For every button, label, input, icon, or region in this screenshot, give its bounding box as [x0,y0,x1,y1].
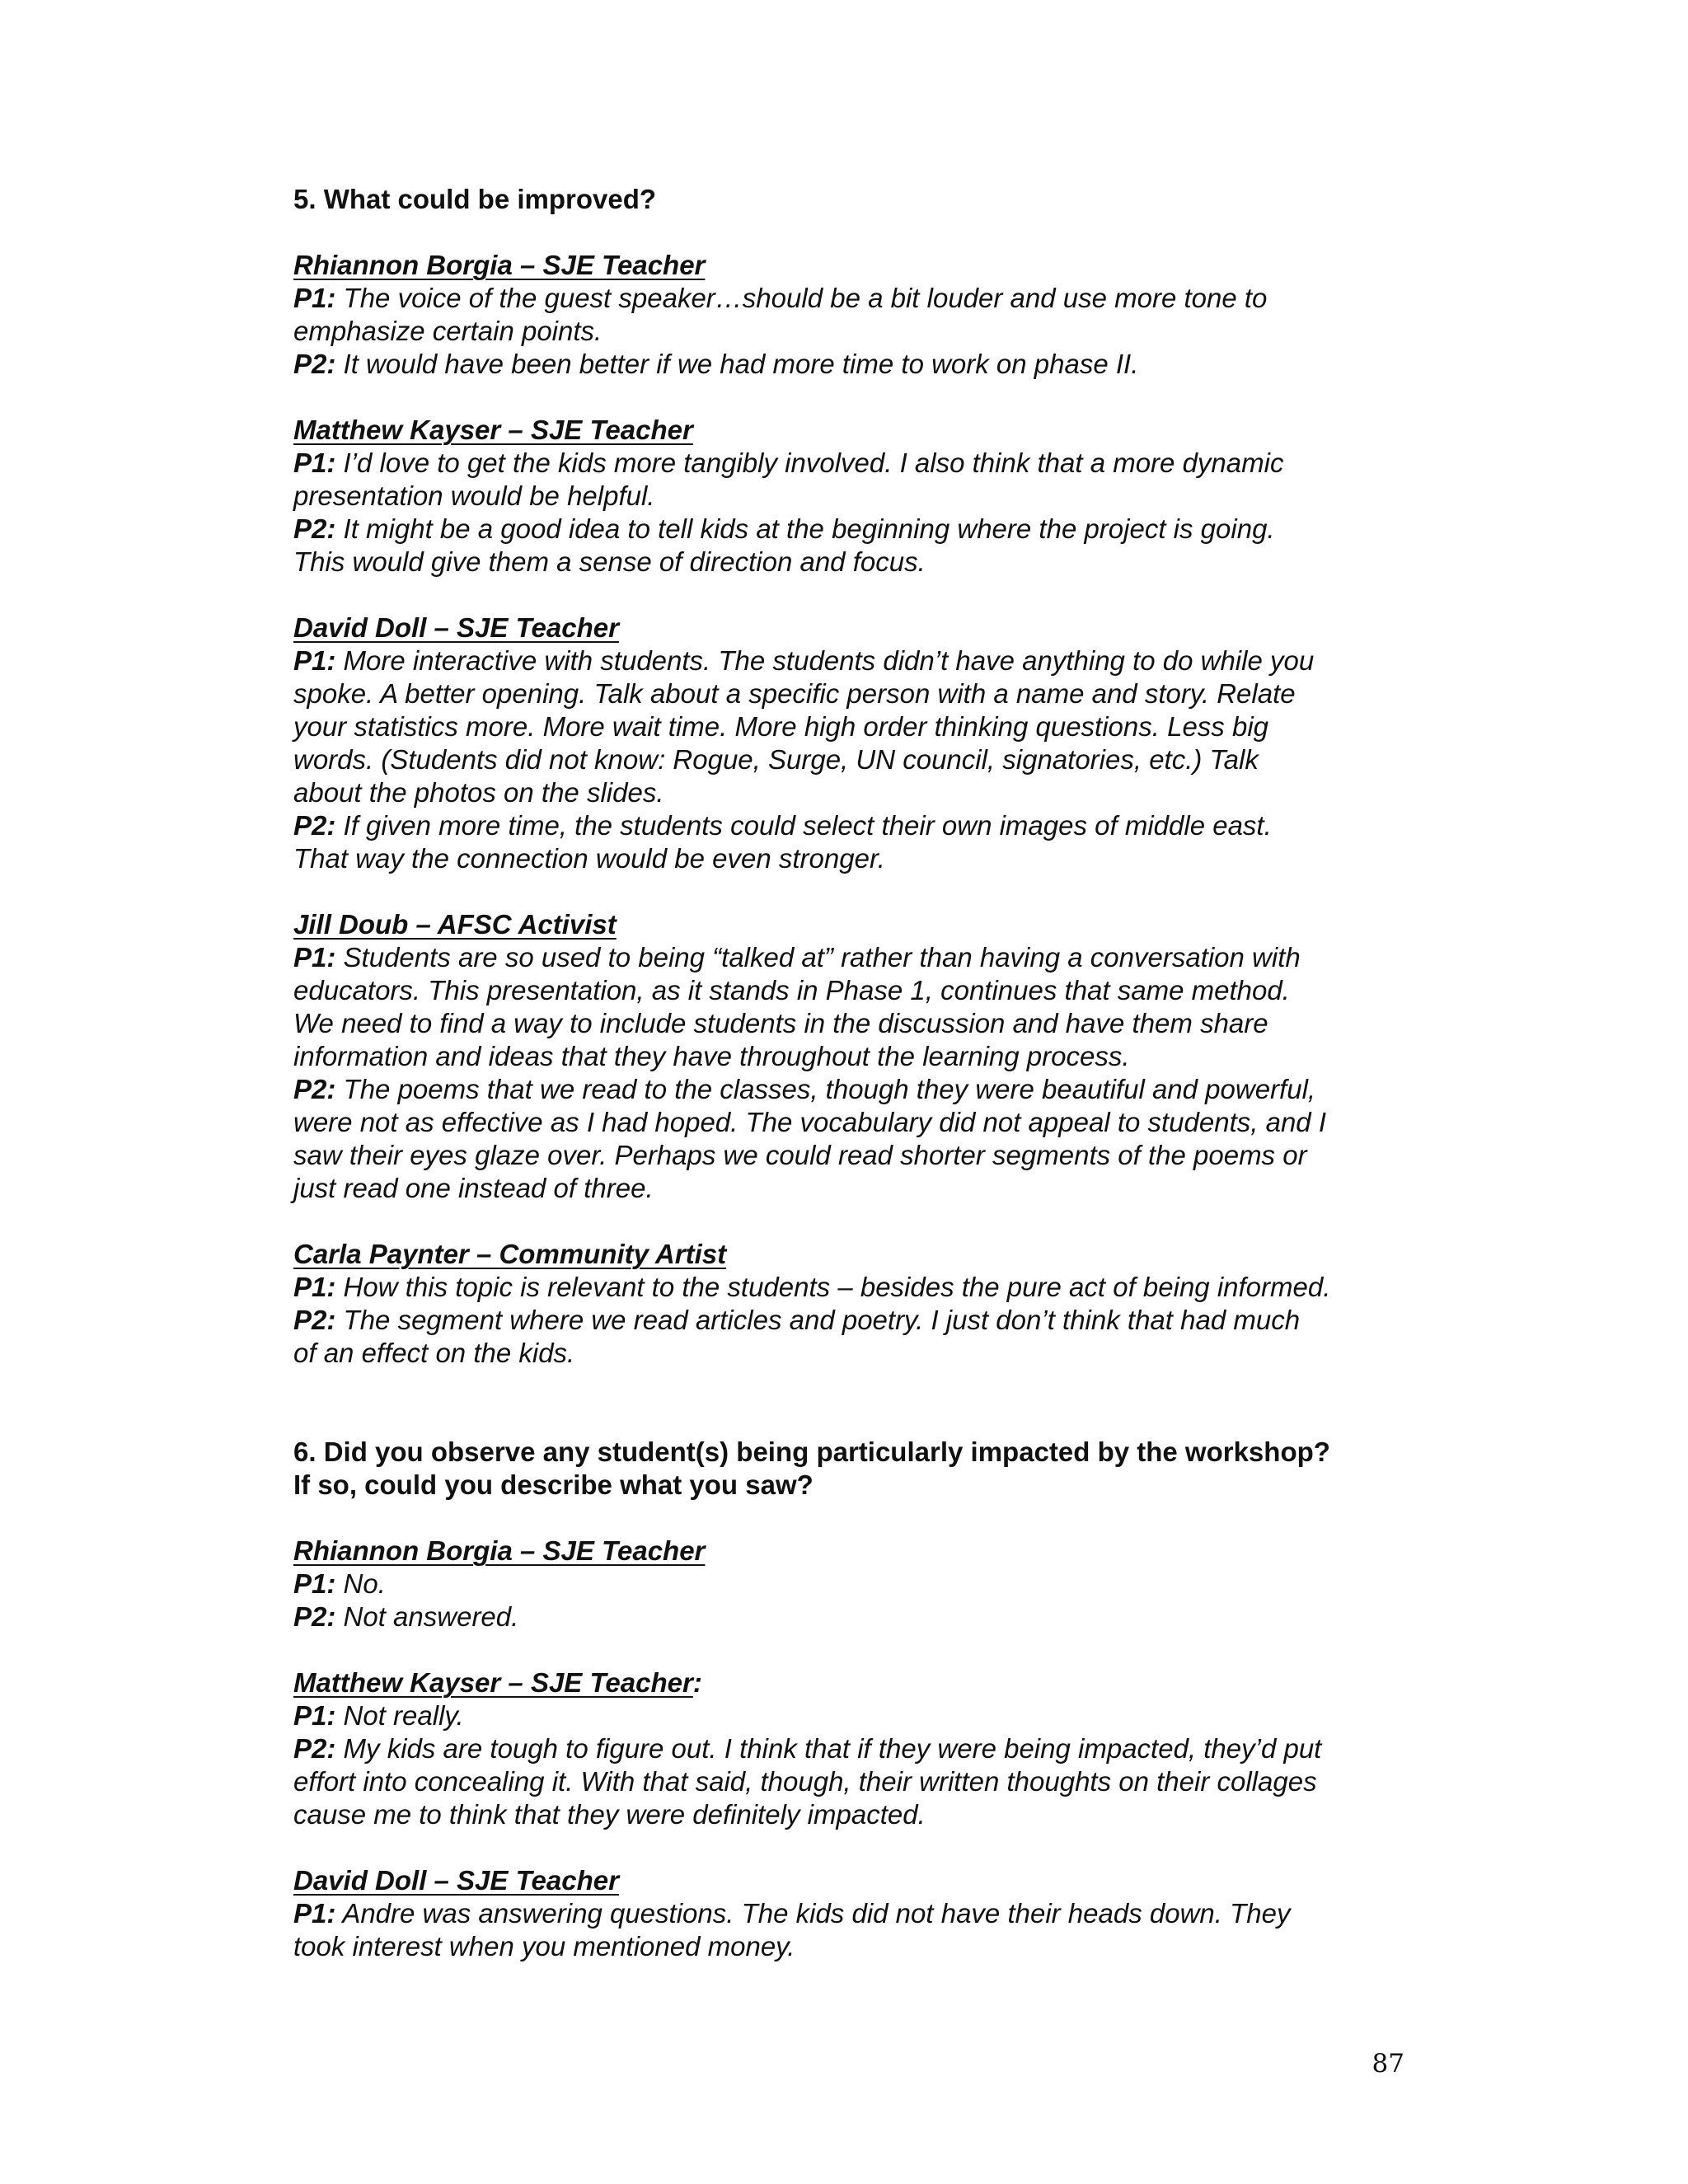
response-line [293,1139,1398,1172]
response-text: just read one instead of three. [293,1173,654,1203]
speaker-block [293,1238,1398,1370]
response-text: took interest when you mentioned money. [293,1931,795,1961]
document-page [293,183,1398,1963]
response-line [293,644,1398,677]
response-tag: P2: [293,349,336,379]
question-line: 6. Did you observe any student(s) being particularly impacted by the workshop? [293,1436,1330,1467]
section-spacer [293,1370,1398,1436]
response-text: about the photos on the slides. [293,777,664,808]
response-text: The poems that we read to the classes, though they were beautiful and powerful, [343,1074,1316,1104]
speaker-heading [293,1666,1398,1699]
response-line [293,447,1398,480]
spacer [293,1633,1398,1666]
response-line [293,1568,1398,1601]
response-tag: P1: [293,1568,336,1599]
response-line [293,1930,1398,1963]
response-text: cause me to think that they were definitely impacted. [293,1799,926,1830]
response-line [293,743,1398,776]
response-line [293,1732,1398,1765]
response-text: This would give them a sense of direction and focus. [293,546,926,577]
spacer [293,1502,1398,1535]
response-text: were not as effective as I had hoped. The vocabulary did not appeal to students, and I [293,1107,1326,1137]
speaker-block [293,1864,1398,1963]
spacer [293,216,1398,249]
response-text: More interactive with students. The students didn’t have anything to do while you [343,645,1315,676]
speaker-name: Rhiannon Borgia – SJE Teacher [293,250,706,280]
response-tag: P2: [293,1733,336,1764]
speaker-block [293,908,1398,1205]
response-tag: P2: [293,1601,336,1632]
response-line [293,842,1398,875]
speaker-block [293,612,1398,875]
response-tag: P1: [293,645,336,676]
response-line [293,1798,1398,1831]
response-text: educators. This presentation, as it stands in Phase 1, continues that same method. [293,975,1290,1005]
response-text: effort into concealing it. With that said, though, their written thoughts on their collages [293,1766,1317,1797]
response-text: Not answered. [343,1601,519,1632]
question-heading [293,183,1398,216]
response-line [293,348,1398,381]
response-text: We need to find a way to include students in the discussion and have them share [293,1008,1268,1038]
speaker-name: Rhiannon Borgia – SJE Teacher [293,1535,706,1566]
response-text: Not really. [343,1700,464,1731]
response-tag: P2: [293,810,336,841]
speaker-heading [293,249,1398,282]
response-text: My kids are tough to figure out. I think that if they were being impacted, they’d put [343,1733,1322,1764]
speaker-name: David Doll – SJE Teacher [293,612,619,643]
response-text: presentation would be helpful. [293,480,655,511]
question-line: If so, could you describe what you saw? [293,1469,814,1500]
speaker-block [293,249,1398,381]
response-text: No. [343,1568,386,1599]
response-text: your statistics more. More wait time. More high order thinking questions. Less big [293,711,1269,742]
speaker-block [293,1666,1398,1831]
response-text: Andre was answering questions. The kids did not have their heads down. They [342,1898,1291,1929]
response-tag: P1: [293,1272,336,1302]
response-text: Students are so used to being “talked at” rather than having a conversation with [343,942,1301,972]
spacer [293,381,1398,414]
response-tag: P2: [293,513,336,544]
response-line [293,1765,1398,1798]
speaker-name: Carla Paynter – Community Artist [293,1239,727,1269]
response-tag: P1: [293,448,336,478]
response-text: words. (Students did not know: Rogue, Surge, UN council, signatories, etc.) Talk [293,744,1259,775]
speaker-block [293,1535,1398,1633]
response-text: The voice of the guest speaker…should be a bit louder and use more tone to [343,283,1268,313]
response-tag: P2: [293,1305,336,1335]
response-text: That way the connection would be even stronger. [293,843,885,874]
response-line [293,480,1398,513]
speaker-block [293,414,1398,579]
response-line [293,282,1398,315]
response-text: information and ideas that they have throughout the learning process. [293,1041,1130,1071]
response-text: I’d love to get the kids more tangibly involved. I also think that a more dynamic [343,448,1284,478]
response-text: It might be a good idea to tell kids at the beginning where the project is going. [343,513,1275,544]
response-line [293,1007,1398,1040]
spacer [293,579,1398,612]
response-line [293,1601,1398,1633]
response-text: The segment where we read articles and poetry. I just don’t think that had much [343,1305,1301,1335]
speaker-name: Jill Doub – AFSC Activist [293,909,617,940]
response-tag: P1: [293,283,336,313]
response-text: How this topic is relevant to the students – besides the pure act of being informed. [343,1272,1331,1302]
speaker-heading [293,1238,1398,1271]
response-line [293,1304,1398,1337]
speaker-heading [293,908,1398,941]
response-line [293,809,1398,842]
response-line [293,710,1398,743]
response-text: It would have been better if we had more time to work on phase II. [343,349,1139,379]
response-line [293,546,1398,579]
question-line: 5. What could be improved? [293,184,657,214]
response-line [293,776,1398,809]
response-line [293,1699,1398,1732]
response-line [293,1106,1398,1139]
response-tag: P1: [293,1898,336,1929]
spacer [293,1205,1398,1238]
response-text: If given more time, the students could select their own images of middle east. [343,810,1272,841]
response-line [293,1073,1398,1106]
response-tag: P1: [293,942,336,972]
response-line [293,1271,1398,1304]
speaker-name: David Doll – SJE Teacher [293,1865,619,1896]
response-line [293,1172,1398,1205]
speaker-heading [293,1535,1398,1568]
speaker-name: Matthew Kayser – SJE Teacher [293,415,693,445]
speaker-heading [293,1864,1398,1897]
spacer [293,1831,1398,1864]
response-text: spoke. A better opening. Talk about a specific person with a name and story. Relate [293,678,1296,709]
response-line [293,941,1398,974]
speaker-heading [293,612,1398,644]
response-text: of an effect on the kids. [293,1338,575,1368]
question-heading [293,1436,1398,1502]
response-line [293,315,1398,348]
response-line [293,1897,1398,1930]
response-line [293,974,1398,1007]
speaker-heading [293,414,1398,447]
speaker-name: Matthew Kayser – SJE Teacher [293,1667,693,1698]
response-line [293,1040,1398,1073]
response-tag: P2: [293,1074,336,1104]
response-line [293,1337,1398,1370]
response-tag: P1: [293,1700,336,1731]
spacer [293,875,1398,908]
speaker-suffix: : [692,1667,702,1698]
response-text: emphasize certain points. [293,316,603,346]
response-text: saw their eyes glaze over. Perhaps we could read shorter segments of the poems or [293,1140,1307,1170]
response-line [293,513,1398,546]
page-number: 87 [1372,2049,1404,2079]
response-line [293,677,1398,710]
